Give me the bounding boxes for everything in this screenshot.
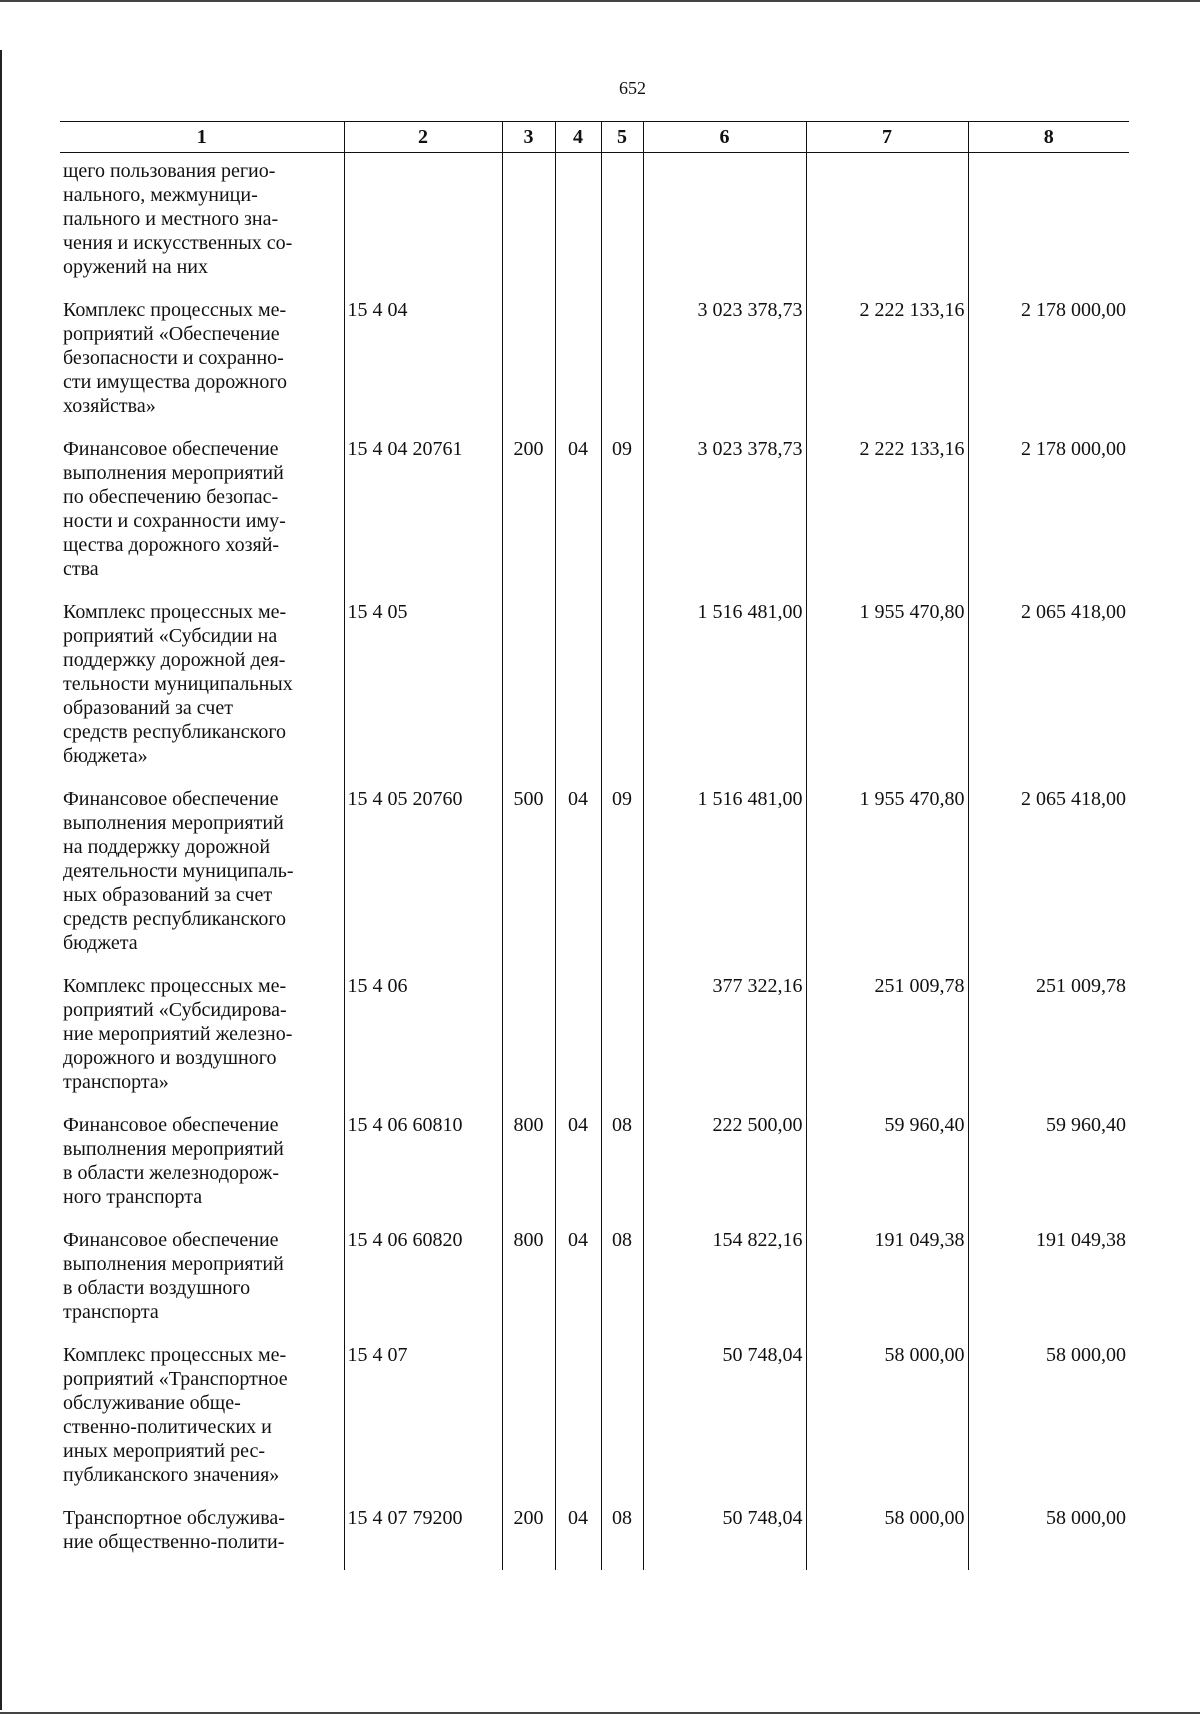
item-name: Комплекс процессных ме- роприятий «Транспортное обслуживание обще- ственно-политических и иных мероприятий рес- публиканского значения» (63, 1344, 288, 1486)
amount-col-6: 3 023 378,73 (643, 434, 806, 597)
section (555, 153, 601, 296)
amount-col-6: 377 322,16 (643, 971, 806, 1110)
expense-type: 200 (502, 1503, 555, 1570)
expense-type: 800 (502, 1225, 555, 1340)
item-name: Финансовое обеспечение выполнения мероприятий на поддержку дорожной деятельности муниципаль- ных образований за счет средств республиканского бюджета (63, 788, 294, 954)
amount-col-7: 191 049,38 (806, 1225, 968, 1340)
target-article-code (344, 153, 502, 296)
amount-col-7: 58 000,00 (806, 1503, 968, 1570)
amount-col-6: 1 516 481,00 (643, 784, 806, 971)
scan-edge-top (0, 0, 1200, 2)
section: 04 (555, 1225, 601, 1340)
amount-col-6: 50 748,04 (643, 1340, 806, 1503)
target-article-code: 15 4 05 (344, 597, 502, 784)
table-row (60, 434, 1129, 597)
section (555, 597, 601, 784)
header-col-3: 3 (502, 122, 555, 153)
amount-col-8: 59 960,40 (968, 1110, 1129, 1225)
amount-col-7: 2 222 133,16 (806, 434, 968, 597)
target-article-code: 15 4 04 (344, 295, 502, 434)
target-article-code: 15 4 07 (344, 1340, 502, 1503)
expense-type: 500 (502, 784, 555, 971)
target-article-code: 15 4 06 (344, 971, 502, 1110)
amount-col-7: 251 009,78 (806, 971, 968, 1110)
subsection (601, 295, 643, 434)
subsection: 08 (601, 1503, 643, 1570)
amount-col-8: 58 000,00 (968, 1340, 1129, 1503)
target-article-code: 15 4 06 60810 (344, 1110, 502, 1225)
expense-type (502, 971, 555, 1110)
header-col-4: 4 (555, 122, 601, 153)
expense-type (502, 295, 555, 434)
budget-table (60, 121, 1129, 1570)
table-row (60, 1340, 1129, 1503)
scan-edge-bottom (0, 1712, 1200, 1714)
table-row (60, 597, 1129, 784)
target-article-code: 15 4 05 20760 (344, 784, 502, 971)
item-name: Финансовое обеспечение выполнения мероприятий в области железнодорож- ного транспорта (63, 1114, 284, 1208)
subsection (601, 1340, 643, 1503)
amount-col-8: 2 178 000,00 (968, 434, 1129, 597)
section: 04 (555, 1503, 601, 1570)
item-name: Транспортное обслужива- ние общественно-полити- (63, 1507, 285, 1553)
expense-type (502, 597, 555, 784)
expense-type (502, 1340, 555, 1503)
amount-col-8: 58 000,00 (968, 1503, 1129, 1570)
amount-col-7: 2 222 133,16 (806, 295, 968, 434)
target-article-code: 15 4 06 60820 (344, 1225, 502, 1340)
table-row (60, 153, 1129, 296)
amount-col-6: 154 822,16 (643, 1225, 806, 1340)
section (555, 971, 601, 1110)
table-row (60, 1225, 1129, 1340)
item-name: Финансовое обеспечение выполнения мероприятий по обеспечению безопас- ности и сохранности иму- щества дорожного хозяй- ства (63, 438, 286, 580)
subsection: 09 (601, 784, 643, 971)
amount-col-7 (806, 153, 968, 296)
section: 04 (555, 784, 601, 971)
amount-col-7: 1 955 470,80 (806, 597, 968, 784)
expense-type (502, 153, 555, 296)
table-row (60, 1110, 1129, 1225)
amount-col-7: 59 960,40 (806, 1110, 968, 1225)
amount-col-8: 191 049,38 (968, 1225, 1129, 1340)
header-col-7: 7 (806, 122, 968, 153)
section: 04 (555, 434, 601, 597)
item-name: Комплекс процессных ме- роприятий «Обеспечение безопасности и сохранно- сти имущества дорожного хозяйства» (63, 299, 288, 417)
amount-col-6: 222 500,00 (643, 1110, 806, 1225)
target-article-code: 15 4 04 20761 (344, 434, 502, 597)
item-name: щего пользования регио- нального, межмуници- пального и местного зна- чения и искусственных со- оружений на них (63, 160, 293, 278)
subsection (601, 597, 643, 784)
amount-col-7: 1 955 470,80 (806, 784, 968, 971)
header-col-8: 8 (968, 122, 1129, 153)
amount-col-8: 2 065 418,00 (968, 597, 1129, 784)
header-col-6: 6 (643, 122, 806, 153)
subsection: 08 (601, 1110, 643, 1225)
header-col-2: 2 (344, 122, 502, 153)
amount-col-8: 251 009,78 (968, 971, 1129, 1110)
amount-col-6: 50 748,04 (643, 1503, 806, 1570)
amount-col-8 (968, 153, 1129, 296)
section (555, 295, 601, 434)
header-row (60, 122, 1129, 153)
item-name: Финансовое обеспечение выполнения мероприятий в области воздушного транспорта (63, 1229, 284, 1323)
amount-col-6: 1 516 481,00 (643, 597, 806, 784)
amount-col-6: 3 023 378,73 (643, 295, 806, 434)
table-row (60, 295, 1129, 434)
header-col-1: 1 (60, 122, 344, 153)
item-name: Комплекс процессных ме- роприятий «Субсидирова- ние мероприятий железно- дорожного и воздушного транспорта» (63, 975, 293, 1093)
section: 04 (555, 1110, 601, 1225)
subsection (601, 971, 643, 1110)
expense-type: 200 (502, 434, 555, 597)
amount-col-7: 58 000,00 (806, 1340, 968, 1503)
section (555, 1340, 601, 1503)
table-row (60, 971, 1129, 1110)
page-number: 652 (619, 78, 646, 98)
amount-col-6 (643, 153, 806, 296)
table-body (60, 153, 1129, 1571)
amount-col-8: 2 065 418,00 (968, 784, 1129, 971)
subsection: 09 (601, 434, 643, 597)
scan-edge-left (0, 50, 2, 1710)
subsection (601, 153, 643, 296)
target-article-code: 15 4 07 79200 (344, 1503, 502, 1570)
item-name: Комплекс процессных ме- роприятий «Субсидии на поддержку дорожной дея- тельности муниципальных образований за счет средств республиканского бюджета» (63, 601, 293, 767)
expense-type: 800 (502, 1110, 555, 1225)
table-row (60, 1503, 1129, 1570)
subsection: 08 (601, 1225, 643, 1340)
table-row (60, 784, 1129, 971)
header-col-5: 5 (601, 122, 643, 153)
amount-col-8: 2 178 000,00 (968, 295, 1129, 434)
